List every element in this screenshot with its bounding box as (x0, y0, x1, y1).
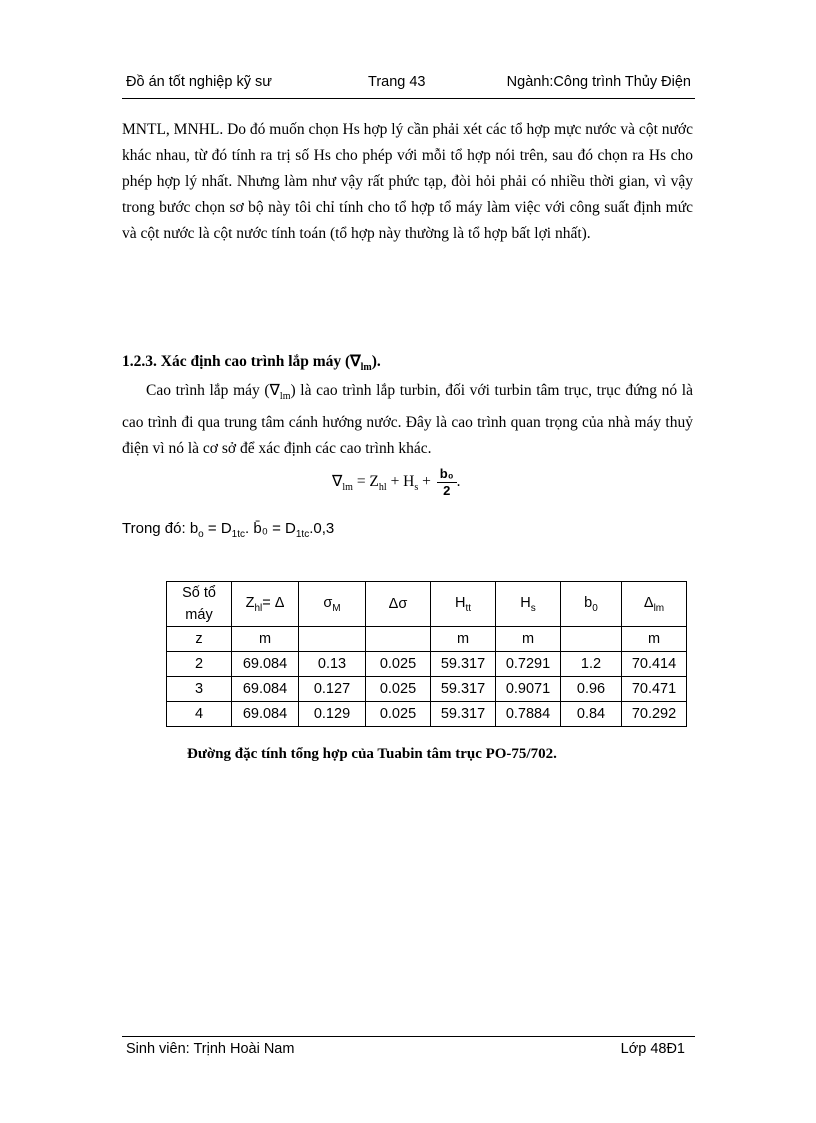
page-footer (122, 1036, 695, 1061)
footer-class: Lớp 48Đ1 (620, 1041, 685, 1057)
table-row: 4 69.084 0.129 0.025 59.317 0.7884 0.84 70.292 (167, 702, 687, 727)
header-delta-lm: $\Delta_{lm}$ (622, 582, 687, 627)
table-row: 3 69.084 0.127 0.025 59.317 0.9071 0.96 70.471 (167, 677, 687, 702)
header-page-number: Trang 43 (368, 74, 426, 90)
header-delta-sigma: Δσ (366, 582, 431, 627)
section-title-suffix: ). (371, 353, 381, 370)
where-clause: Trong đó: $b_o = D_{1tc}$. b̄₀ = $D_{1tc}.0,3$ (122, 520, 335, 540)
nabla-symbol: ∇ (350, 353, 361, 370)
footer-student-name: Sinh viên: Trịnh Hoài Nam (126, 1041, 295, 1057)
section-title-prefix: Xác định cao trình lắp máy ( (160, 353, 351, 370)
table-units-row: z m m m m (167, 627, 687, 652)
section-heading (122, 352, 381, 373)
header-document-title: Đồ án tốt nghiệp kỹ sư (126, 74, 272, 90)
nabla-symbol: ∇ (269, 382, 280, 399)
section-number: 1.2.3. (122, 353, 157, 370)
header-sigma: $\sigma_M$ (299, 582, 366, 627)
header-z: $Z_{hl}= \Delta$ (232, 582, 299, 627)
paragraph-installation-elevation: Cao trình lắp máy $(\nabla_{lm})$ là cao trình lắp turbin, đối với turbin tâm trục, trục đứng nó là cao trình đi qua trung tâm cánh hướng nước. Đây là cao trình quan trọng của nhà máy thuỷ điện vì nó là cơ sở để xác định các cao trình khác. (122, 382, 693, 458)
table-row: 2 69.084 0.13 0.025 59.317 0.7291 1.2 70.414 (167, 652, 687, 677)
header-unit-count: Số tổ máy (167, 582, 232, 627)
header-hs: $H_s$ (496, 582, 561, 627)
section-subscript: lm (360, 362, 372, 374)
elevation-table (166, 581, 687, 727)
header-major: Ngành:Công trình Thủy Điện (506, 74, 691, 90)
fraction: $\frac{\text{b₀}}{2}$ (437, 466, 457, 499)
elevation-formula: $\nabla_{lm} = Z_{hl} + H_s$ + $\frac{\text{b₀}}{2}$ . (332, 466, 461, 498)
page-header (122, 72, 695, 99)
header-htt: $H_{tt}$ (431, 582, 496, 627)
figure-caption: Đường đặc tính tổng hợp của Tuabin tâm trục PO-75/702. (187, 746, 557, 762)
header-b0: $b_0$ (561, 582, 622, 627)
paragraph-intro: MNTL, MNHL. Do đó muốn chọn Hs hợp lý cần phải xét các tổ hợp mực nước và cột nước khác nhau, từ đó tính ra trị số Hs cho phép với mỗi tổ hợp nói trên, sau đó chọn ra Hs cho phép hợp lý nhất. Nhưng làm như vậy rất phức tạp, đòi hỏi phải có nhiều thời gian, vì vậy trong bước chọn sơ bộ này tôi chỉ tính cho tổ hợp tổ máy làm việc với công suất định mức và cột nước là cột nước tính toán (tổ hợp này thường là tổ hợp bất lợi nhất). (122, 121, 693, 242)
